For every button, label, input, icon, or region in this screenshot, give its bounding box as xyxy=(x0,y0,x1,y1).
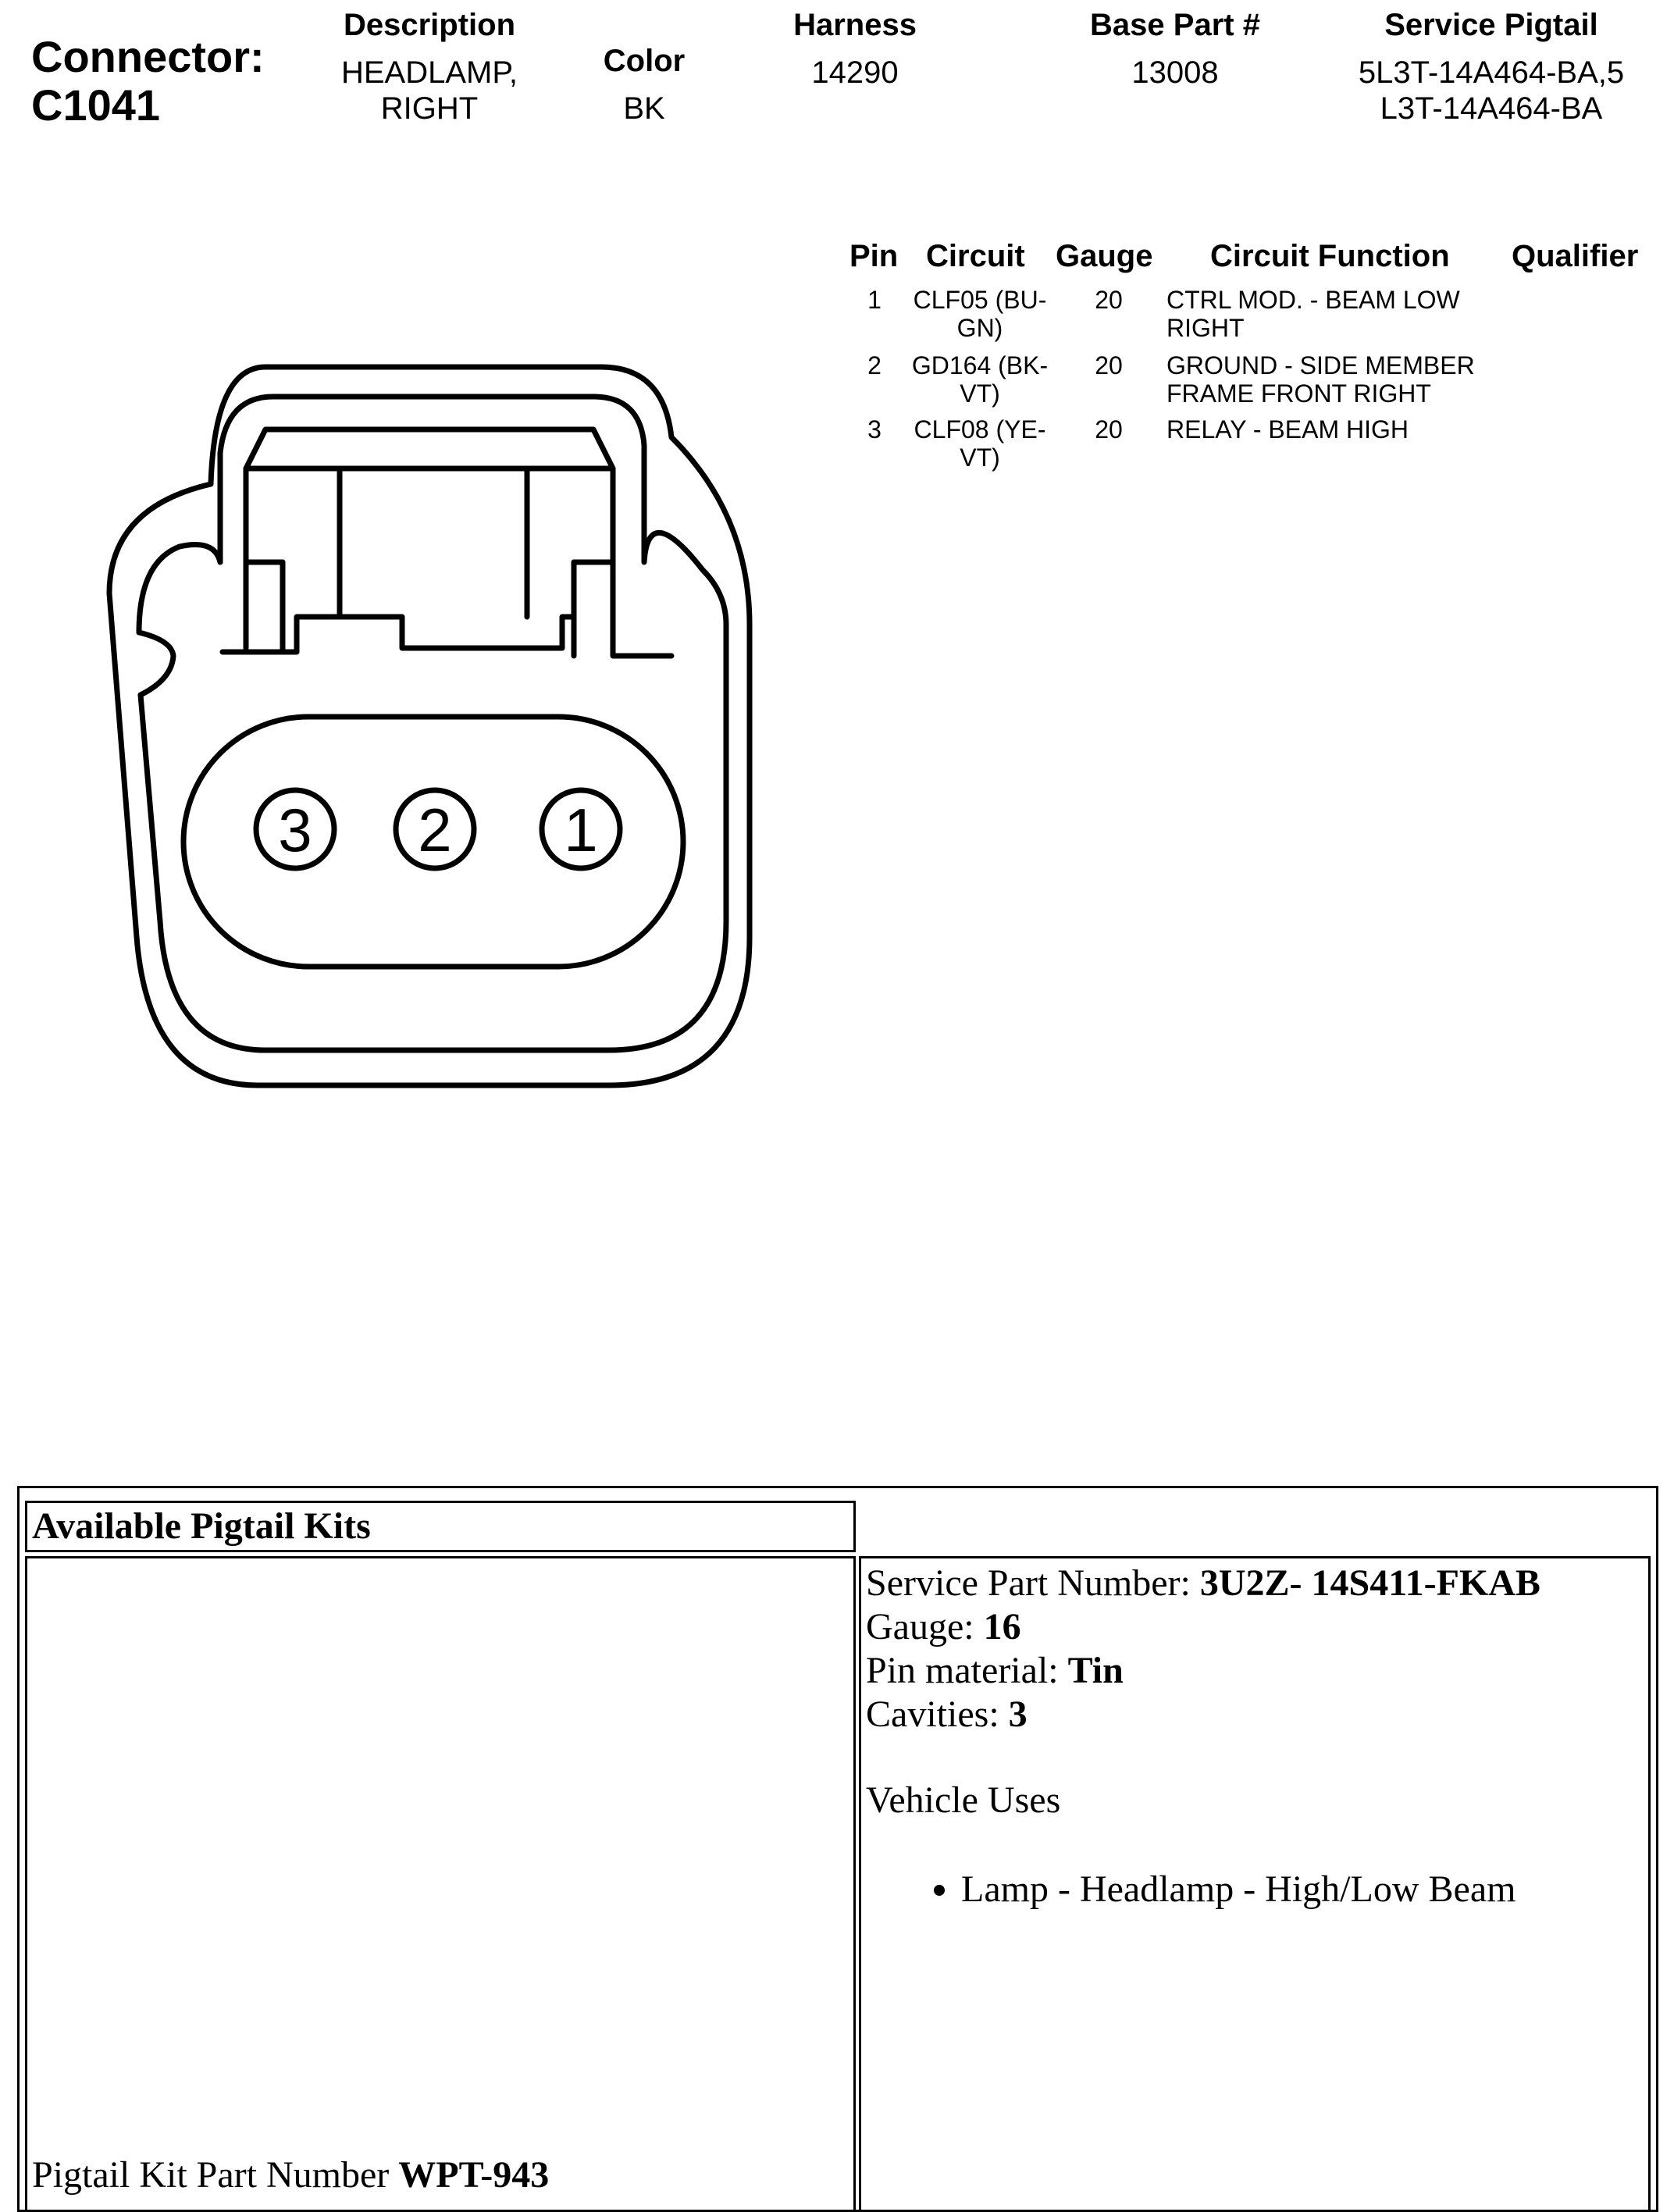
description-value: HEADLAMP, RIGHT xyxy=(340,55,518,126)
list-item: • Lamp - Headlamp - High/Low Beam xyxy=(961,1868,1639,1911)
circuit-header: Circuit xyxy=(926,239,1025,273)
circuit-function-header: Circuit Function xyxy=(1210,239,1450,273)
kit-gauge-value: 16 xyxy=(983,1606,1021,1647)
qualifier-header: Qualifier xyxy=(1512,239,1639,273)
connector-label: Connector: C1041 xyxy=(31,32,265,130)
service-part-number: Service Part Number: 3U2Z- 14S411-FKAB xyxy=(866,1562,1540,1604)
vehicle-uses-label: Vehicle Uses xyxy=(866,1779,1061,1821)
circuit-function: RELAY - BEAM HIGH xyxy=(1166,415,1409,443)
pin-2-label: 2 xyxy=(418,796,452,864)
harness-value: 14290 xyxy=(811,55,899,90)
pin-header: Pin xyxy=(849,239,899,273)
circuit-code: CLF08 (YE-VT) xyxy=(914,415,1046,472)
service-pigtail-label: Service Pigtail xyxy=(1384,8,1598,42)
housing-outer-outline xyxy=(109,367,750,1085)
pigtail-kits-title: Available Pigtail Kits xyxy=(32,1505,371,1547)
circuit-function: CTRL MOD. - BEAM LOW RIGHT xyxy=(1166,286,1460,342)
pin-number: 2 xyxy=(867,351,882,379)
table-row xyxy=(843,415,1655,478)
housing-inner-outline xyxy=(139,397,726,1050)
circuit-function: GROUND - SIDE MEMBER FRAME FRONT RIGHT xyxy=(1166,351,1475,408)
kit-gauge: Gauge: 16 xyxy=(866,1606,1021,1647)
circuit-code: CLF05 (BU-GN) xyxy=(913,286,1047,342)
circuit-code: GD164 (BK-VT) xyxy=(911,351,1049,408)
color-label: Color xyxy=(603,44,686,78)
pigtail-kits-title-cell xyxy=(25,1501,856,1552)
table-row xyxy=(843,351,1655,414)
pigtail-kit-part-number xyxy=(32,2153,549,2197)
service-part-value: 3U2Z- 14S411-FKAB xyxy=(1199,1562,1540,1604)
pin-1-label: 1 xyxy=(564,796,598,864)
kit-cavities-value: 3 xyxy=(1008,1694,1028,1735)
gauge-value: 20 xyxy=(1095,286,1123,314)
gauge-value: 20 xyxy=(1095,351,1123,379)
pin-number: 3 xyxy=(867,415,882,443)
connector-face-diagram xyxy=(0,0,859,1132)
gauge-header: Gauge xyxy=(1056,239,1153,273)
connector-id: C1041 xyxy=(31,80,161,130)
service-pigtail-value: 5L3T-14A464-BA,5L3T-14A464-BA xyxy=(1358,55,1625,126)
base-part-label: Base Part # xyxy=(1090,8,1260,42)
pigtail-kit-left-cell xyxy=(25,1556,856,2212)
kit-pin-material-value: Tin xyxy=(1067,1650,1124,1691)
color-value: BK xyxy=(623,91,665,126)
pigtail-kit-part-label: Pigtail Kit Part Number xyxy=(32,2154,399,2196)
table-row xyxy=(843,286,1655,348)
gauge-value: 20 xyxy=(1095,415,1123,443)
pin-3-label: 3 xyxy=(278,796,312,864)
vehicle-uses-list xyxy=(866,1868,1639,1911)
pin-number: 1 xyxy=(867,286,882,314)
kit-pin-material: Pin material: Tin xyxy=(866,1650,1124,1691)
pigtail-kit-part-value: WPT-943 xyxy=(398,2154,550,2196)
base-part-value: 13008 xyxy=(1131,55,1219,90)
description-label: Description xyxy=(343,8,516,42)
kit-cavities: Cavities: 3 xyxy=(866,1694,1028,1735)
harness-label: Harness xyxy=(793,8,917,42)
latch-steps xyxy=(223,562,671,656)
pigtail-kit-right-cell xyxy=(859,1556,1651,2212)
